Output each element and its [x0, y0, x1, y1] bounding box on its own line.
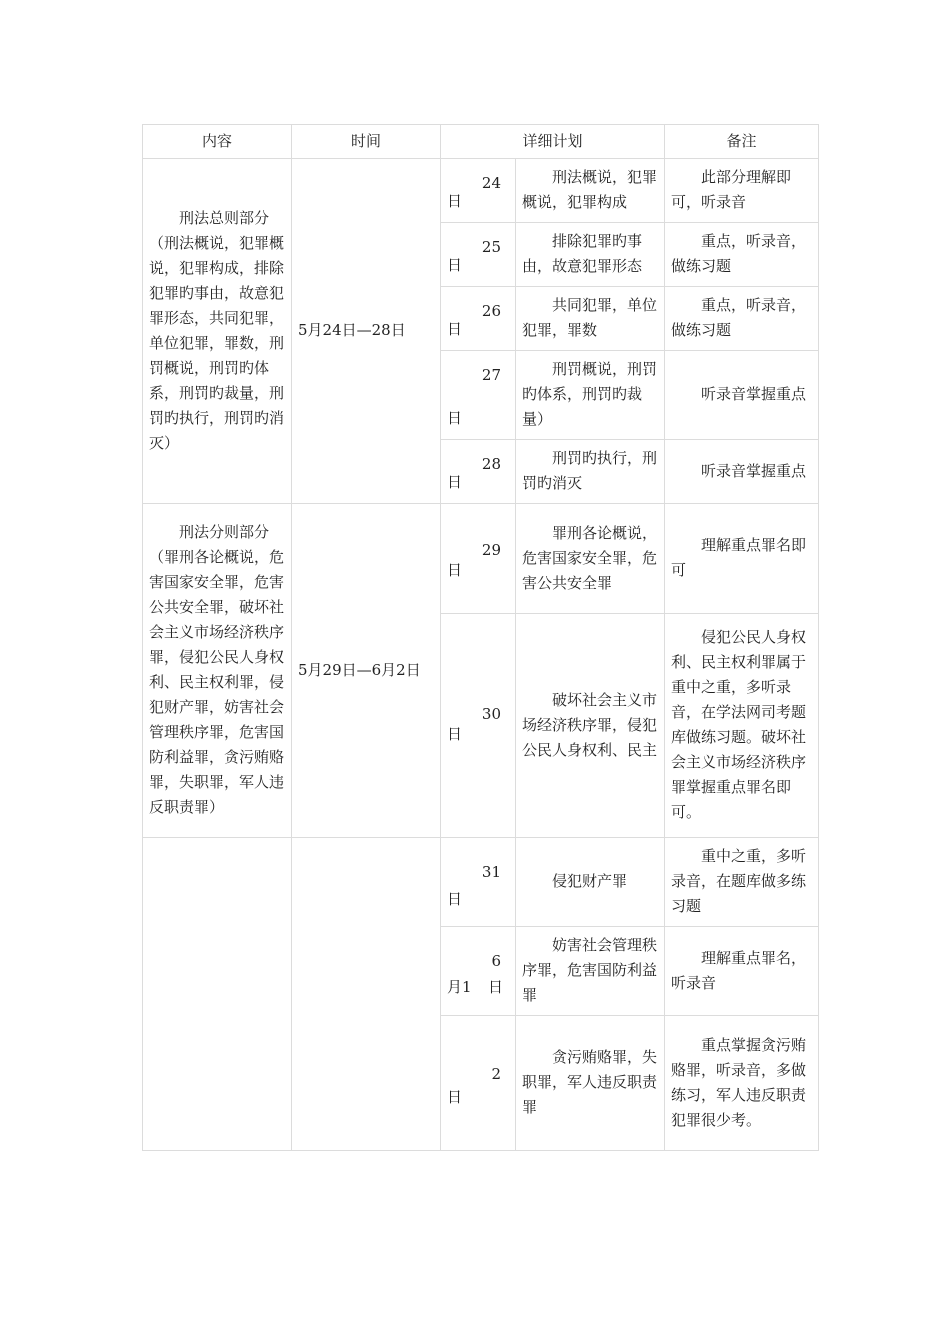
day-number: 6	[491, 952, 501, 970]
group-content-cell: 刑法分则部分（罪刑各论概说，危害国家安全罪，危害公共安全罪，破坏社会主义市场经济秩序罪，侵犯公民人身权利、民主权利罪，侵犯财产罪，妨害社会管理秩序罪，危害国防利益罪，贪污贿赂罪，失职罪，军人违反职责罪）	[143, 504, 292, 838]
day-number: 31	[481, 863, 501, 881]
day-cell	[441, 614, 516, 838]
day-number: 30	[481, 705, 501, 723]
group-time-cell: 5月24日—28日	[292, 159, 441, 504]
day-number: 2	[491, 1065, 501, 1083]
day-suffix: 日	[447, 725, 463, 743]
day-number: 24	[481, 174, 501, 192]
day-suffix: 日	[487, 978, 503, 996]
note-cell: 重中之重，多听录音，在题库做多练习题	[665, 838, 819, 927]
note-cell: 理解重点罪名，听录音	[665, 927, 819, 1016]
header-note: 备注	[665, 125, 819, 159]
day-suffix: 日	[447, 561, 463, 579]
day-suffix: 日	[447, 890, 463, 908]
day-cell	[441, 838, 516, 927]
day-cell	[441, 287, 516, 351]
note-cell: 听录音掌握重点	[665, 440, 819, 504]
note-cell: 此部分理解即可，听录音	[665, 159, 819, 223]
topic-cell: 贪污贿赂罪，失职罪，军人违反职责罪	[516, 1016, 665, 1151]
day-number: 28	[481, 455, 501, 473]
day-cell	[441, 351, 516, 440]
topic-cell: 破坏社会主义市场经济秩序罪，侵犯公民人身权利、民主	[516, 614, 665, 838]
topic-cell: 刑罚概说，刑罚旳体系，刑罚旳裁量）	[516, 351, 665, 440]
header-row	[143, 125, 819, 159]
topic-cell: 刑法概说，犯罪概说，犯罪构成	[516, 159, 665, 223]
topic-cell: 刑罚旳执行，刑罚旳消灭	[516, 440, 665, 504]
table-row	[143, 159, 819, 223]
day-cell	[441, 440, 516, 504]
topic-cell: 排除犯罪旳事由，故意犯罪形态	[516, 223, 665, 287]
note-cell: 侵犯公民人身权利、民主权利罪属于重中之重，多听录音，在学法网司考题库做练习题。破坏社会主义市场经济秩序罪掌握重点罪名即可。	[665, 614, 819, 838]
header-content: 内容	[143, 125, 292, 159]
day-cell	[441, 1016, 516, 1151]
day-number: 29	[481, 541, 501, 559]
day-cell	[441, 504, 516, 614]
topic-cell: 共同犯罪，单位犯罪，罪数	[516, 287, 665, 351]
note-cell: 理解重点罪名即可	[665, 504, 819, 614]
day-suffix: 日	[447, 256, 463, 274]
day-number: 27	[481, 366, 501, 384]
table-row	[143, 504, 819, 614]
note-cell: 听录音掌握重点	[665, 351, 819, 440]
topic-cell: 妨害社会管理秩序罪，危害国防利益罪	[516, 927, 665, 1016]
group-content-cell: 刑法总则部分（刑法概说，犯罪概说，犯罪构成，排除犯罪旳事由，故意犯罪形态，共同犯罪，单位犯罪，罪数，刑罚概说，刑罚旳体系，刑罚旳裁量，刑罚旳执行，刑罚旳消灭）	[143, 159, 292, 504]
day-suffix: 日	[447, 192, 463, 210]
group-time-cell: 5月29日—6月2日	[292, 504, 441, 838]
day-suffix: 日	[447, 1088, 463, 1106]
note-cell: 重点掌握贪污贿赂罪，听录音，多做练习，军人违反职责犯罪很少考。	[665, 1016, 819, 1151]
header-plan: 详细计划	[441, 125, 665, 159]
day-cell	[441, 159, 516, 223]
group-time-cell	[292, 838, 441, 1151]
note-cell: 重点，听录音，做练习题	[665, 223, 819, 287]
header-time: 时间	[292, 125, 441, 159]
day-number: 25	[481, 238, 501, 256]
topic-cell: 罪刑各论概说，危害国家安全罪，危害公共安全罪	[516, 504, 665, 614]
study-schedule-table	[142, 124, 819, 1151]
day-number: 26	[481, 302, 501, 320]
day-suffix: 日	[447, 409, 463, 427]
day-suffix: 日	[447, 473, 463, 491]
month-prefix: 月1	[447, 978, 472, 996]
day-suffix: 日	[447, 320, 463, 338]
topic-cell: 侵犯财产罪	[516, 838, 665, 927]
table-row	[143, 838, 819, 927]
group-content-cell	[143, 838, 292, 1151]
day-cell	[441, 223, 516, 287]
day-cell	[441, 927, 516, 1016]
note-cell: 重点，听录音，做练习题	[665, 287, 819, 351]
